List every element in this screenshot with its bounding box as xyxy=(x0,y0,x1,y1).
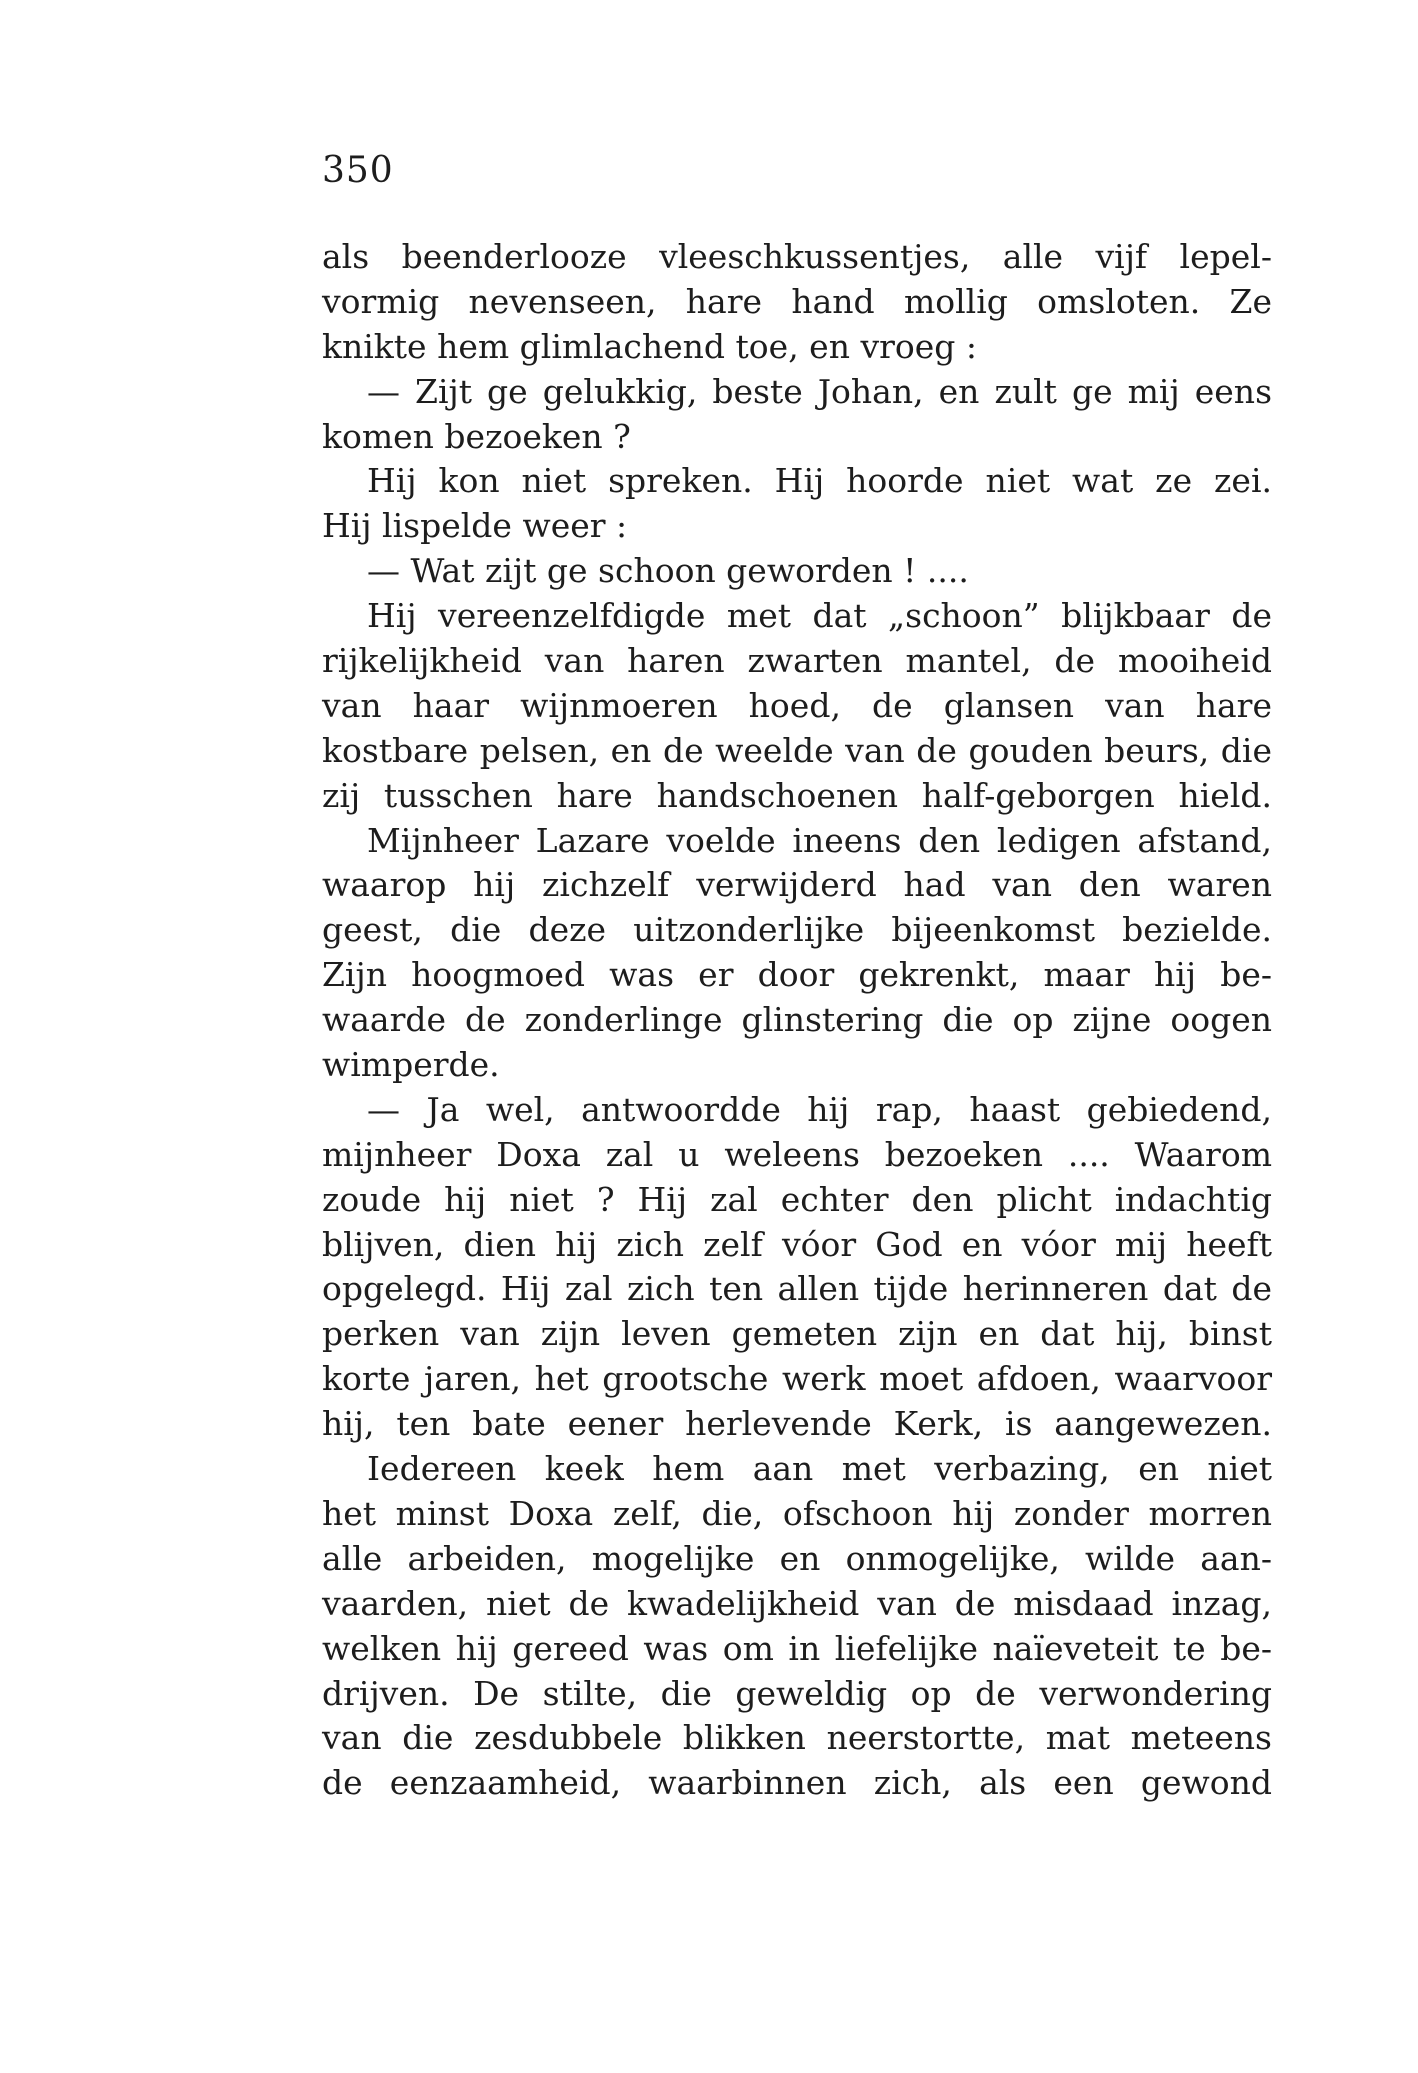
text-line: alle arbeiden, mogelijke en onmogelijke, wilde aan- xyxy=(322,1538,1272,1578)
text-line: zij tusschen hare handschoenen half-geborgen hield. xyxy=(322,775,1272,815)
text-line: waarde de zonderlinge glinstering die op zijne oogen xyxy=(322,1000,1272,1040)
text-line: komen bezoeken ? xyxy=(322,416,631,456)
text-line: welken hij gereed was om in liefelijke naïeveteit te be- xyxy=(322,1628,1272,1668)
text-line: hij, ten bate eener herlevende Kerk, is aangewezen. xyxy=(322,1404,1272,1444)
page-number: 350 xyxy=(322,150,394,191)
text-line: Mijnheer Lazare voelde ineens den ledigen afstand, xyxy=(367,820,1272,860)
text-line: Hij vereenzelfdigde met dat „schoon” blijkbaar de xyxy=(367,596,1272,636)
text-line: Hij lispelde weer : xyxy=(322,506,628,546)
text-line: Iedereen keek hem aan met verbazing, en niet xyxy=(367,1449,1272,1489)
text-line: opgelegd. Hij zal zich ten allen tijde herinneren dat de xyxy=(322,1269,1272,1309)
text-line: als beenderlooze vleeschkussentjes, alle vijf lepel- xyxy=(322,237,1272,276)
text-line: van die zesdubbele blikken neerstortte, mat meteens xyxy=(322,1718,1272,1758)
text-line: van haar wijnmoeren hoed, de glansen van hare xyxy=(322,685,1272,725)
text-line: mijnheer Doxa zal u weleens bezoeken .... Waarom xyxy=(322,1134,1272,1174)
text-line: blijven, dien hij zich zelf vóor God en vóor mij heeft xyxy=(322,1224,1272,1264)
text-line: Zijn hoogmoed was er door gekrenkt, maar hij be- xyxy=(322,955,1272,995)
text-line: het minst Doxa zelf, die, ofschoon hij zonder morren xyxy=(322,1493,1272,1533)
text-line: knikte hem glimlachend toe, en vroeg : xyxy=(322,326,977,366)
text-line: korte jaren, het grootsche werk moet afdoen, waarvoor xyxy=(322,1359,1272,1399)
text-line: de eenzaamheid, waarbinnen zich, als een gewond xyxy=(322,1763,1272,1803)
text-line: — Wat zijt ge schoon geworden ! .... xyxy=(367,551,969,591)
text-line: kostbare pelsen, en de weelde van de gouden beurs, die xyxy=(322,730,1272,770)
text-line: perken van zijn leven gemeten zijn en dat hij, binst xyxy=(322,1314,1272,1354)
text-line: vormig nevenseen, hare hand mollig omsloten. Ze xyxy=(322,281,1272,321)
text-line: Hij kon niet spreken. Hij hoorde niet wat ze zei. xyxy=(367,461,1272,501)
text-line: wimperde. xyxy=(322,1045,500,1085)
text-line: zoude hij niet ? Hij zal echter den plicht indachtig xyxy=(322,1179,1272,1219)
text-line: waarop hij zichzelf verwijderd had van den waren xyxy=(322,865,1272,905)
text-line: — Zijt ge gelukkig, beste Johan, en zult ge mij eens xyxy=(367,371,1272,411)
body-text xyxy=(322,235,1272,1806)
text-line: geest, die deze uitzonderlijke bijeenkomst bezielde. xyxy=(322,910,1272,950)
text-line: vaarden, niet de kwadelijkheid van de misdaad inzag, xyxy=(322,1583,1272,1623)
text-line: drijven. De stilte, die geweldig op de verwondering xyxy=(322,1673,1272,1713)
text-line: rijkelijkheid van haren zwarten mantel, de mooiheid xyxy=(322,641,1272,681)
text-line: — Ja wel, antwoordde hij rap, haast gebiedend, xyxy=(367,1089,1272,1129)
